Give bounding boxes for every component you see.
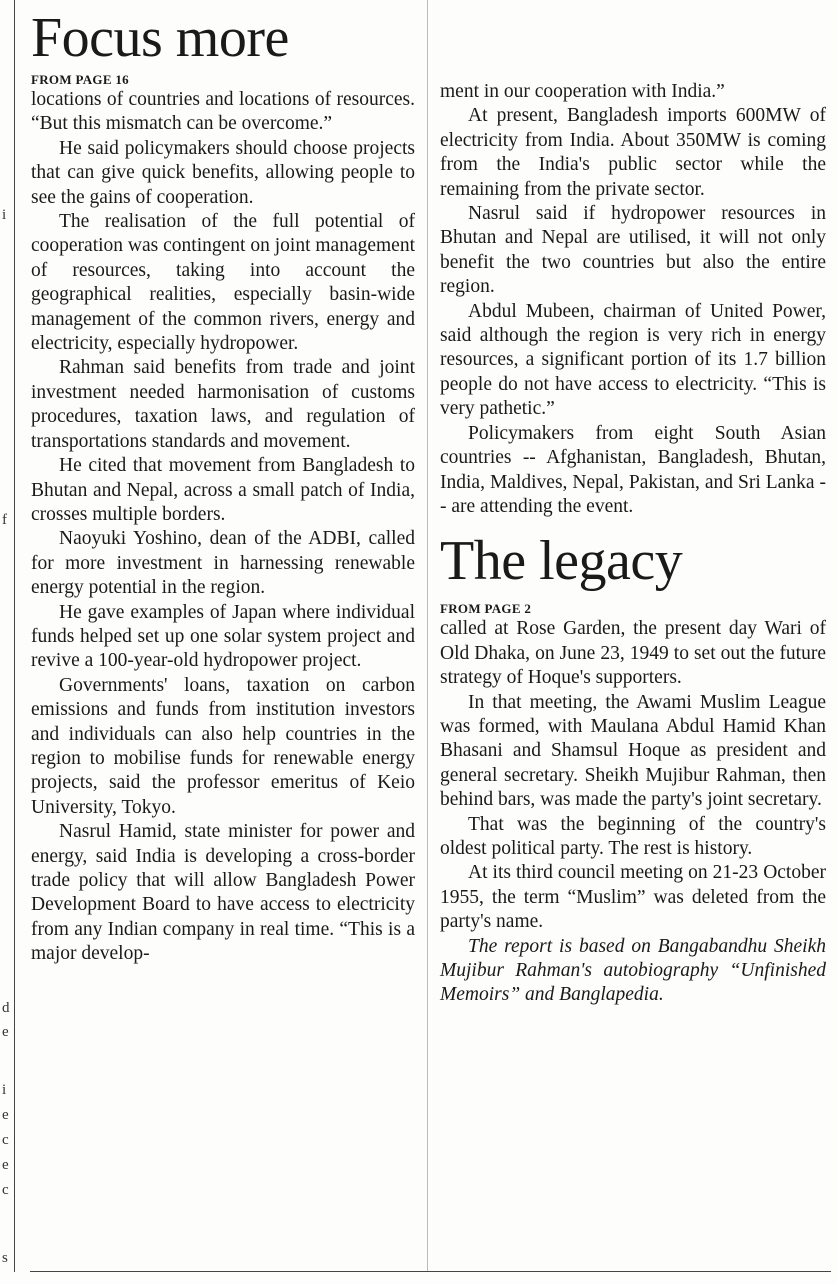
edge-letter: s <box>2 1250 8 1266</box>
paragraph: At its third council meeting on 21-23 October 1955, the term “Muslim” was deleted from the party's name. <box>440 862 826 933</box>
edge-letter: f <box>2 512 7 528</box>
article-body-left <box>31 88 415 967</box>
paragraph: Policymakers from eight South Asian countries -- Afghanistan, Bangladesh, Bhutan, India, Maldives, Nepal, Pakistan, and Sri Lanka -- are attending the event. <box>440 422 826 517</box>
edge-letter: e <box>2 1024 9 1040</box>
paragraph: called at Rose Garden, the present day Wari of Old Dhaka, on June 23, 1949 to set out the future strategy of Hoque's supporters. <box>440 618 826 689</box>
source-note: The report is based on Bangabandhu Sheikh Mujibur Rahman's autobiography “Unfinished Memoirs” and Banglapedia. <box>440 935 826 1006</box>
paragraph: He said policymakers should choose projects that can give quick benefits, allowing people to see the gains of cooperation. <box>31 137 415 208</box>
edge-letter: c <box>2 1182 9 1198</box>
paragraph: Naoyuki Yoshino, dean of the ADBI, called for more investment in harnessing renewable energy potential in the region. <box>31 528 415 599</box>
article-body-legacy <box>440 617 826 1008</box>
paragraph: He gave examples of Japan where individual funds helped set up one solar system project and revive a 100-year-old hydropower project. <box>31 601 415 672</box>
adjacent-column-edge <box>0 0 15 1272</box>
article-body-right <box>440 80 826 519</box>
headline-focus-more: Focus more <box>31 7 289 69</box>
article-focus-more-right-column <box>440 0 826 1008</box>
edge-letter: d <box>2 1000 10 1016</box>
edge-letter: i <box>2 207 7 223</box>
bottom-rule <box>30 1271 831 1272</box>
edge-letter: c <box>2 1132 9 1148</box>
paragraph: Rahman said benefits from trade and joint investment needed harmonisation of customs procedures, taxation laws, and regulation of transportations standards and movement. <box>31 357 415 452</box>
paragraph: Nasrul Hamid, state minister for power and energy, said India is developing a cross-border trade policy that will allow Bangladesh Power Development Board to have access to electricity from any Indian company in real time. “This is a major develop- <box>31 821 415 965</box>
edge-letter: e <box>2 1157 9 1173</box>
article-focus-more-left-column <box>31 0 415 967</box>
edge-letter: i <box>2 1082 7 1098</box>
column-divider <box>427 0 428 1271</box>
paragraph: He cited that movement from Bangladesh to Bhutan and Nepal, across a small patch of India, crosses multiple borders. <box>31 455 415 525</box>
paragraph: At present, Bangladesh imports 600MW of electricity from India. About 350MW is coming from the India's public sector while the remaining from the private sector. <box>440 105 826 200</box>
edge-letter: e <box>2 1107 9 1123</box>
from-page-label: FROM PAGE 16 <box>31 72 129 87</box>
paragraph: In that meeting, the Awami Muslim League was formed, with Maulana Abdul Hamid Khan Bhasani and Shamsul Hoque as president and general secretary. Sheikh Mujibur Rahman, then behind bars, was made the party's joint secretary. <box>440 691 826 811</box>
paragraph: locations of countries and locations of resources. “But this mismatch can be overcome.” <box>31 89 415 135</box>
paragraph: Governments' loans, taxation on carbon emissions and funds from institution investors and individuals can also help countries in the region to mobilise funds for renewable energy projects, said the professor emeritus of Keio University, Tokyo. <box>31 674 415 818</box>
paragraph: The realisation of the full potential of cooperation was contingent on joint management of resources, taking into account the geographical realities, especially basin-wide management of the common rivers, energy and electricity, especially hydropower. <box>31 211 415 355</box>
paragraph: Nasrul said if hydropower resources in Bhutan and Nepal are utilised, it will not only benefit the two countries but also the entire region. <box>440 203 826 298</box>
paragraph: ment in our cooperation with India.” <box>440 81 725 102</box>
headline-the-legacy: The legacy <box>440 530 683 593</box>
paragraph: That was the beginning of the country's oldest political party. The rest is history. <box>440 813 826 859</box>
from-page-label-legacy: FROM PAGE 2 <box>440 601 532 617</box>
paragraph: Abdul Mubeen, chairman of United Power, said although the region is very rich in energy resources, a significant portion of its 1.7 billion people do not have access to electricity. “This is very pathetic.” <box>440 300 826 420</box>
